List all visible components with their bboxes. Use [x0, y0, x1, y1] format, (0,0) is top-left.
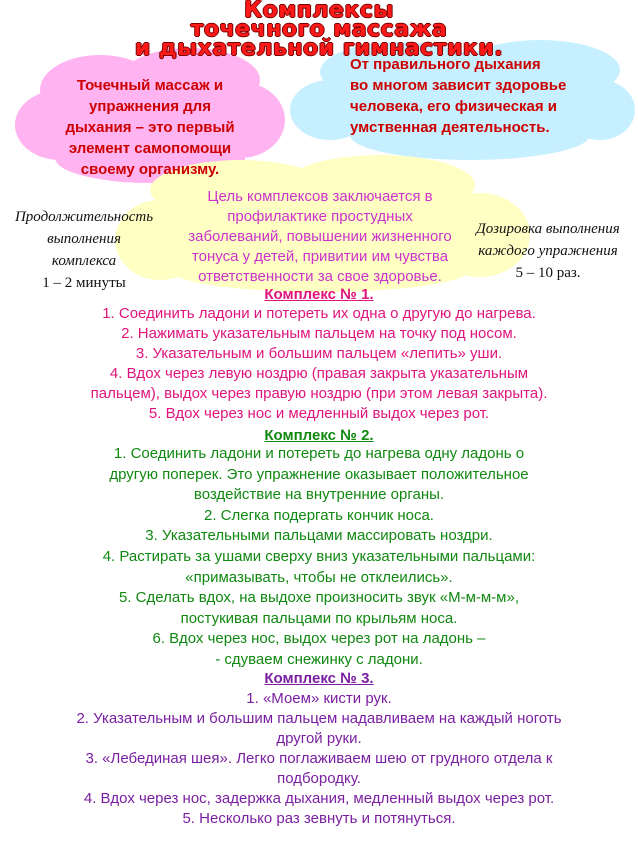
dosage-line: каждого упражнения [478, 243, 618, 259]
complex-2-item: 2. Слегка подергать кончик носа. [204, 506, 434, 524]
complex-3-item: 2. Указательным и большим пальцем надавливаем на каждый ноготь [76, 710, 562, 727]
duration-line: выполнения [47, 231, 121, 247]
pink-cloud-line: Точечный массаж и [76, 77, 224, 94]
complex-3-item: подбородку. [277, 770, 361, 787]
complex-3-item: 4. Вдох через нос, задержка дыхания, медленный выдох через рот. [83, 790, 555, 807]
dosage-note [462, 218, 634, 284]
pink-cloud-line: упражнения для [89, 98, 211, 115]
title-line-1: Комплексы [244, 0, 394, 23]
title-line-3: и дыхательной гимнастики. [134, 36, 504, 61]
complex-1-heading: Комплекс № 1. [264, 286, 374, 303]
complex-2-item: постукивая пальцами по крыльям носа. [180, 609, 458, 627]
blue-cloud-line: человека, его физическая и [350, 98, 558, 115]
goal-line: ответственности за свое здоровье. [198, 268, 442, 285]
complex-3-item: 5. Несколько раз зевнуть и потянуться. [182, 810, 456, 827]
complex-2-list [0, 444, 638, 671]
complex-1-item: 1. Соединить ладони и потереть их одна о другую до нагрева. [102, 305, 536, 322]
pink-cloud-line: своему организму. [80, 161, 220, 178]
duration-note [4, 206, 164, 294]
complex-2-item: другую поперек. Это упражнение оказывает положительное [109, 465, 529, 483]
blue-cloud-line: умственная деятельность. [350, 119, 550, 136]
blue-cloud-line: во многом зависит здоровье [350, 77, 567, 94]
complex-1-item: пальцем), выдох через правую ноздрю (при этом левая закрыта). [90, 385, 548, 402]
complex-2-item: 5. Сделать вдох, на выдохе произносить звук «М-м-м-м», [118, 589, 520, 607]
goal-line: Цель комплексов заключается в [207, 188, 433, 205]
title-line-2: точечного массажа [190, 17, 448, 42]
goal-line: заболеваний, повышении жизненного [188, 228, 452, 245]
complex-1-item: 3. Указательным и большим пальцем «лепить» уши. [135, 345, 503, 362]
complex-2-item: 1. Соединить ладони и потереть до нагрева одну ладонь о [113, 445, 525, 462]
complex-3-list [0, 689, 638, 829]
goal-line: профилактике простудных [227, 208, 413, 225]
complex-1-item: 4. Вдох через левую ноздрю (правая закрыта указательным [109, 365, 529, 382]
complex-1-list [0, 304, 638, 424]
pink-cloud-text [40, 75, 260, 180]
complex-2-item: 6. Вдох через нос, выдох через рот на ладонь – [152, 630, 486, 648]
dosage-line: Дозировка выполнения [476, 221, 620, 237]
goal-line: тонуса у детей, привитии им чувства [191, 248, 449, 265]
complex-3-item: 1. «Моем» кисти рук. [246, 690, 392, 707]
complex-2-item: «примазывать, чтобы не отклеились». [185, 568, 453, 586]
pink-cloud-line: дыхания – это первый [65, 119, 235, 136]
complex-3-heading: Комплекс № 3. [264, 670, 374, 687]
blue-cloud-text [350, 54, 620, 138]
complex-3-item: другой руки. [276, 730, 362, 747]
blue-cloud-line: От правильного дыхания [350, 56, 541, 73]
pink-cloud-line: элемент самопомощи [68, 140, 232, 157]
complex-2-item: 3. Указательными пальцами массировать ноздри. [145, 527, 493, 545]
complex-1-item: 2. Нажимать указательным пальцем на точку под носом. [121, 325, 517, 342]
complex-1-item: 5. Вдох через нос и медленный выдох через рот. [148, 405, 490, 422]
goal-text [170, 187, 470, 287]
duration-value: 1 – 2 минуты [42, 275, 126, 291]
complex-3-item: 3. «Лебединая шея». Легко поглаживаем шею от грудного отдела к [85, 750, 553, 767]
complex-2-item: воздействие на внутренние органы. [193, 486, 445, 504]
duration-line: комплекса [51, 253, 117, 269]
dosage-value: 5 – 10 раз. [515, 265, 581, 281]
complex-2-item: - сдуваем снежинку с ладони. [215, 650, 423, 668]
duration-line: Продолжительность [14, 209, 154, 225]
complex-2-heading: Комплекс № 2. [264, 427, 374, 444]
complex-2-item: 4. Растирать за ушами сверху вниз указательными пальцами: [102, 547, 536, 565]
